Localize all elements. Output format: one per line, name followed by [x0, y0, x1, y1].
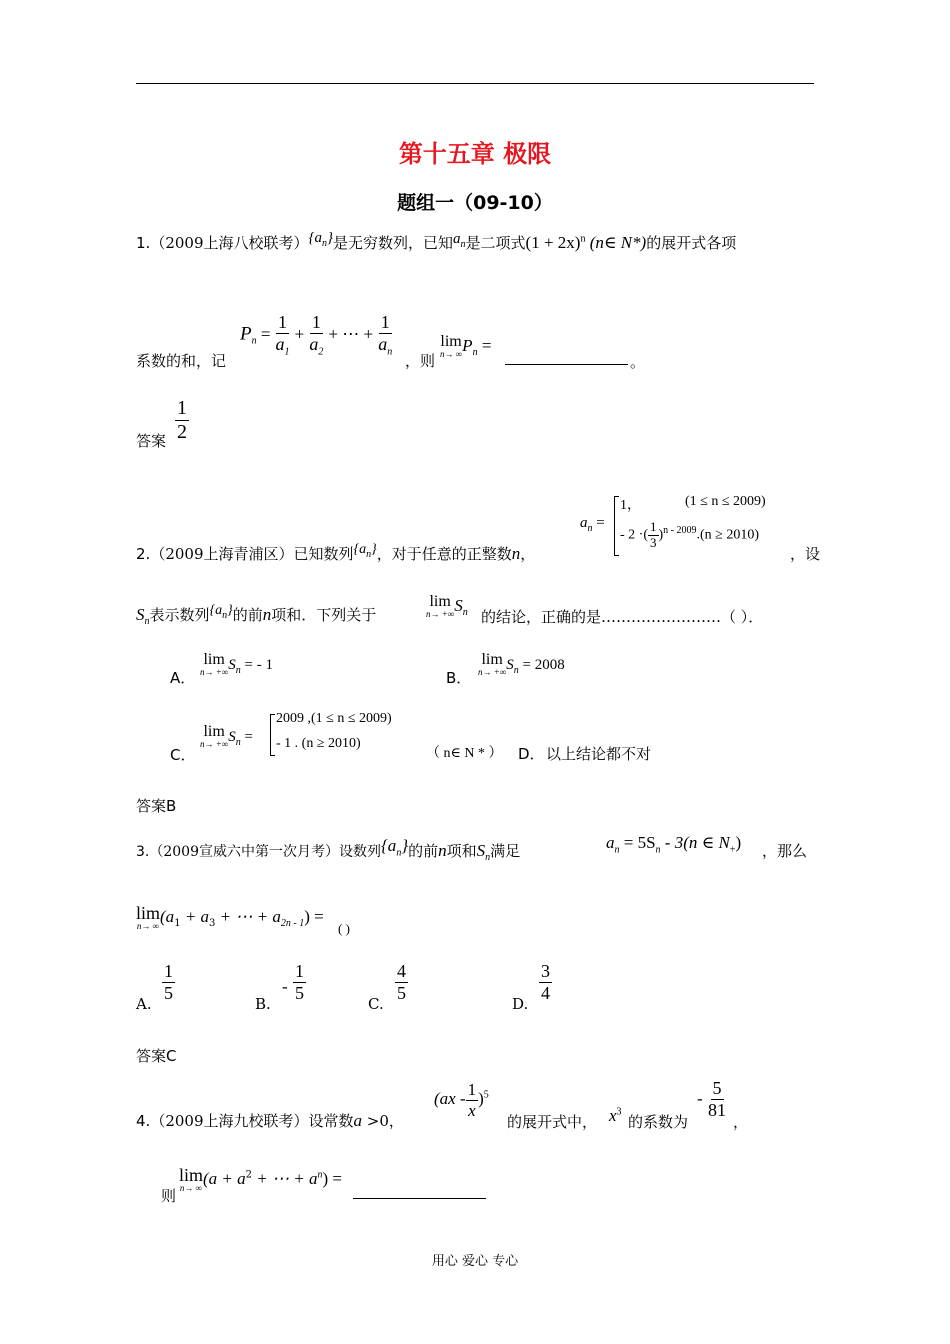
- q2-option-d-label: D．: [518, 745, 545, 763]
- q2-option-a-label: A．: [170, 669, 196, 687]
- chapter-title: 第十五章 极限: [398, 140, 552, 168]
- q2-option-a: lim n→ +∞ $S_n$ = - 1: [200, 651, 273, 677]
- q1-line1: 1.（2009上海八校联考）$\{a_n\}$是无穷数列，已知$a_n$是二项式$(1 + 2x)^n$ (n∈ N*)的展开式各项: [136, 230, 737, 252]
- q3-option-c-label: C.: [368, 995, 384, 1013]
- q2-brace: [614, 496, 619, 556]
- q2-line1: 2.（2009上海青浦区）已知数列$\{a_n\}$，对于任意的正整数n，: [136, 542, 536, 563]
- q1-seq: $\{a_n\}$: [308, 230, 333, 249]
- q4-coefficient: $\frac{5}{81}$: [708, 1078, 726, 1120]
- q3-option-d: $\frac{3}{4}$: [541, 961, 550, 1003]
- q3-option-a: $\frac{1}{5}$: [164, 961, 173, 1003]
- q2-an-def: $a_n$ =: [580, 515, 605, 534]
- q1-source: （2009上海八校联考）: [150, 234, 309, 252]
- q1-limit: lim n→ ∞ $P_n$ =: [440, 333, 492, 359]
- q2-option-b: lim n→ +∞ $S_n = 2008$: [478, 651, 565, 677]
- q2-answer: 答案B: [136, 797, 177, 815]
- section-subtitle: 题组一（09-10）: [397, 192, 553, 214]
- q1-answer-label: 答案: [136, 432, 167, 450]
- q1-answer-blank: [505, 364, 628, 365]
- header-rule: [136, 83, 814, 84]
- q1-pn-formula: $P_n$ = $\frac{1}{a_1}$ + $\frac{1}{a_2}$ + ⋯ + $\frac{1}{a_n}$: [240, 312, 393, 358]
- q3-option-b: $\frac{1}{5}$: [295, 961, 304, 1003]
- q2-limit: lim n→ +∞ $S_n$: [426, 593, 468, 619]
- q2-option-d: 以上结论都不对: [546, 745, 652, 763]
- page-footer: 用心 爱心 专心: [431, 1254, 519, 1269]
- q1-answer-value: $\frac{1}{2}$: [177, 397, 187, 443]
- q3-answer: 答案C: [136, 1047, 177, 1065]
- q4-limit: lim n→ ∞ ($a + a^2$ + ⋯ + $a^n$) =: [179, 1165, 342, 1193]
- q3-option-b-label: B.: [255, 995, 271, 1013]
- q3-line1: 3.（2009宣威六中第一次月考）设数列$\{a_n\}$的前n项和$S_n$满足: [136, 836, 521, 863]
- q4-expression: (ax - $\frac{1}{x}$ )$^5$: [434, 1080, 489, 1120]
- q1-line2-prefix: 系数的和，记: [136, 352, 227, 370]
- q2-option-c-label: C．: [170, 746, 196, 764]
- q2-line2: $S_n$表示数列$\{a_n\}$的前n项和．下列关于: [136, 603, 377, 627]
- q3-formula: $a_n = 5S_n - 3(n$ ∈ $N_+$): [606, 833, 742, 856]
- q2-case2: - 2 ·( $\frac{1}{3}$ )$^{n - 2009}$.(n ≥ 2010): [620, 519, 760, 550]
- q2-option-b-label: B．: [446, 669, 472, 687]
- q3-limit: lim n→ ∞ ($a_1 + a_3$ + ⋯ + $a_{2n - 1}$) =: [136, 903, 324, 931]
- q3-option-a-label: A.: [136, 995, 152, 1013]
- q1-number: 1.: [136, 234, 151, 252]
- q3-option-c: $\frac{4}{5}$: [397, 961, 406, 1003]
- q2-option-c: lim n→ +∞ $S_n$ =: [200, 723, 253, 749]
- q4-answer-blank: [353, 1198, 486, 1199]
- q3-option-d-label: D.: [512, 995, 529, 1013]
- q4-line1: 4.（2009上海九校联考）设常数a >0，: [136, 1111, 404, 1130]
